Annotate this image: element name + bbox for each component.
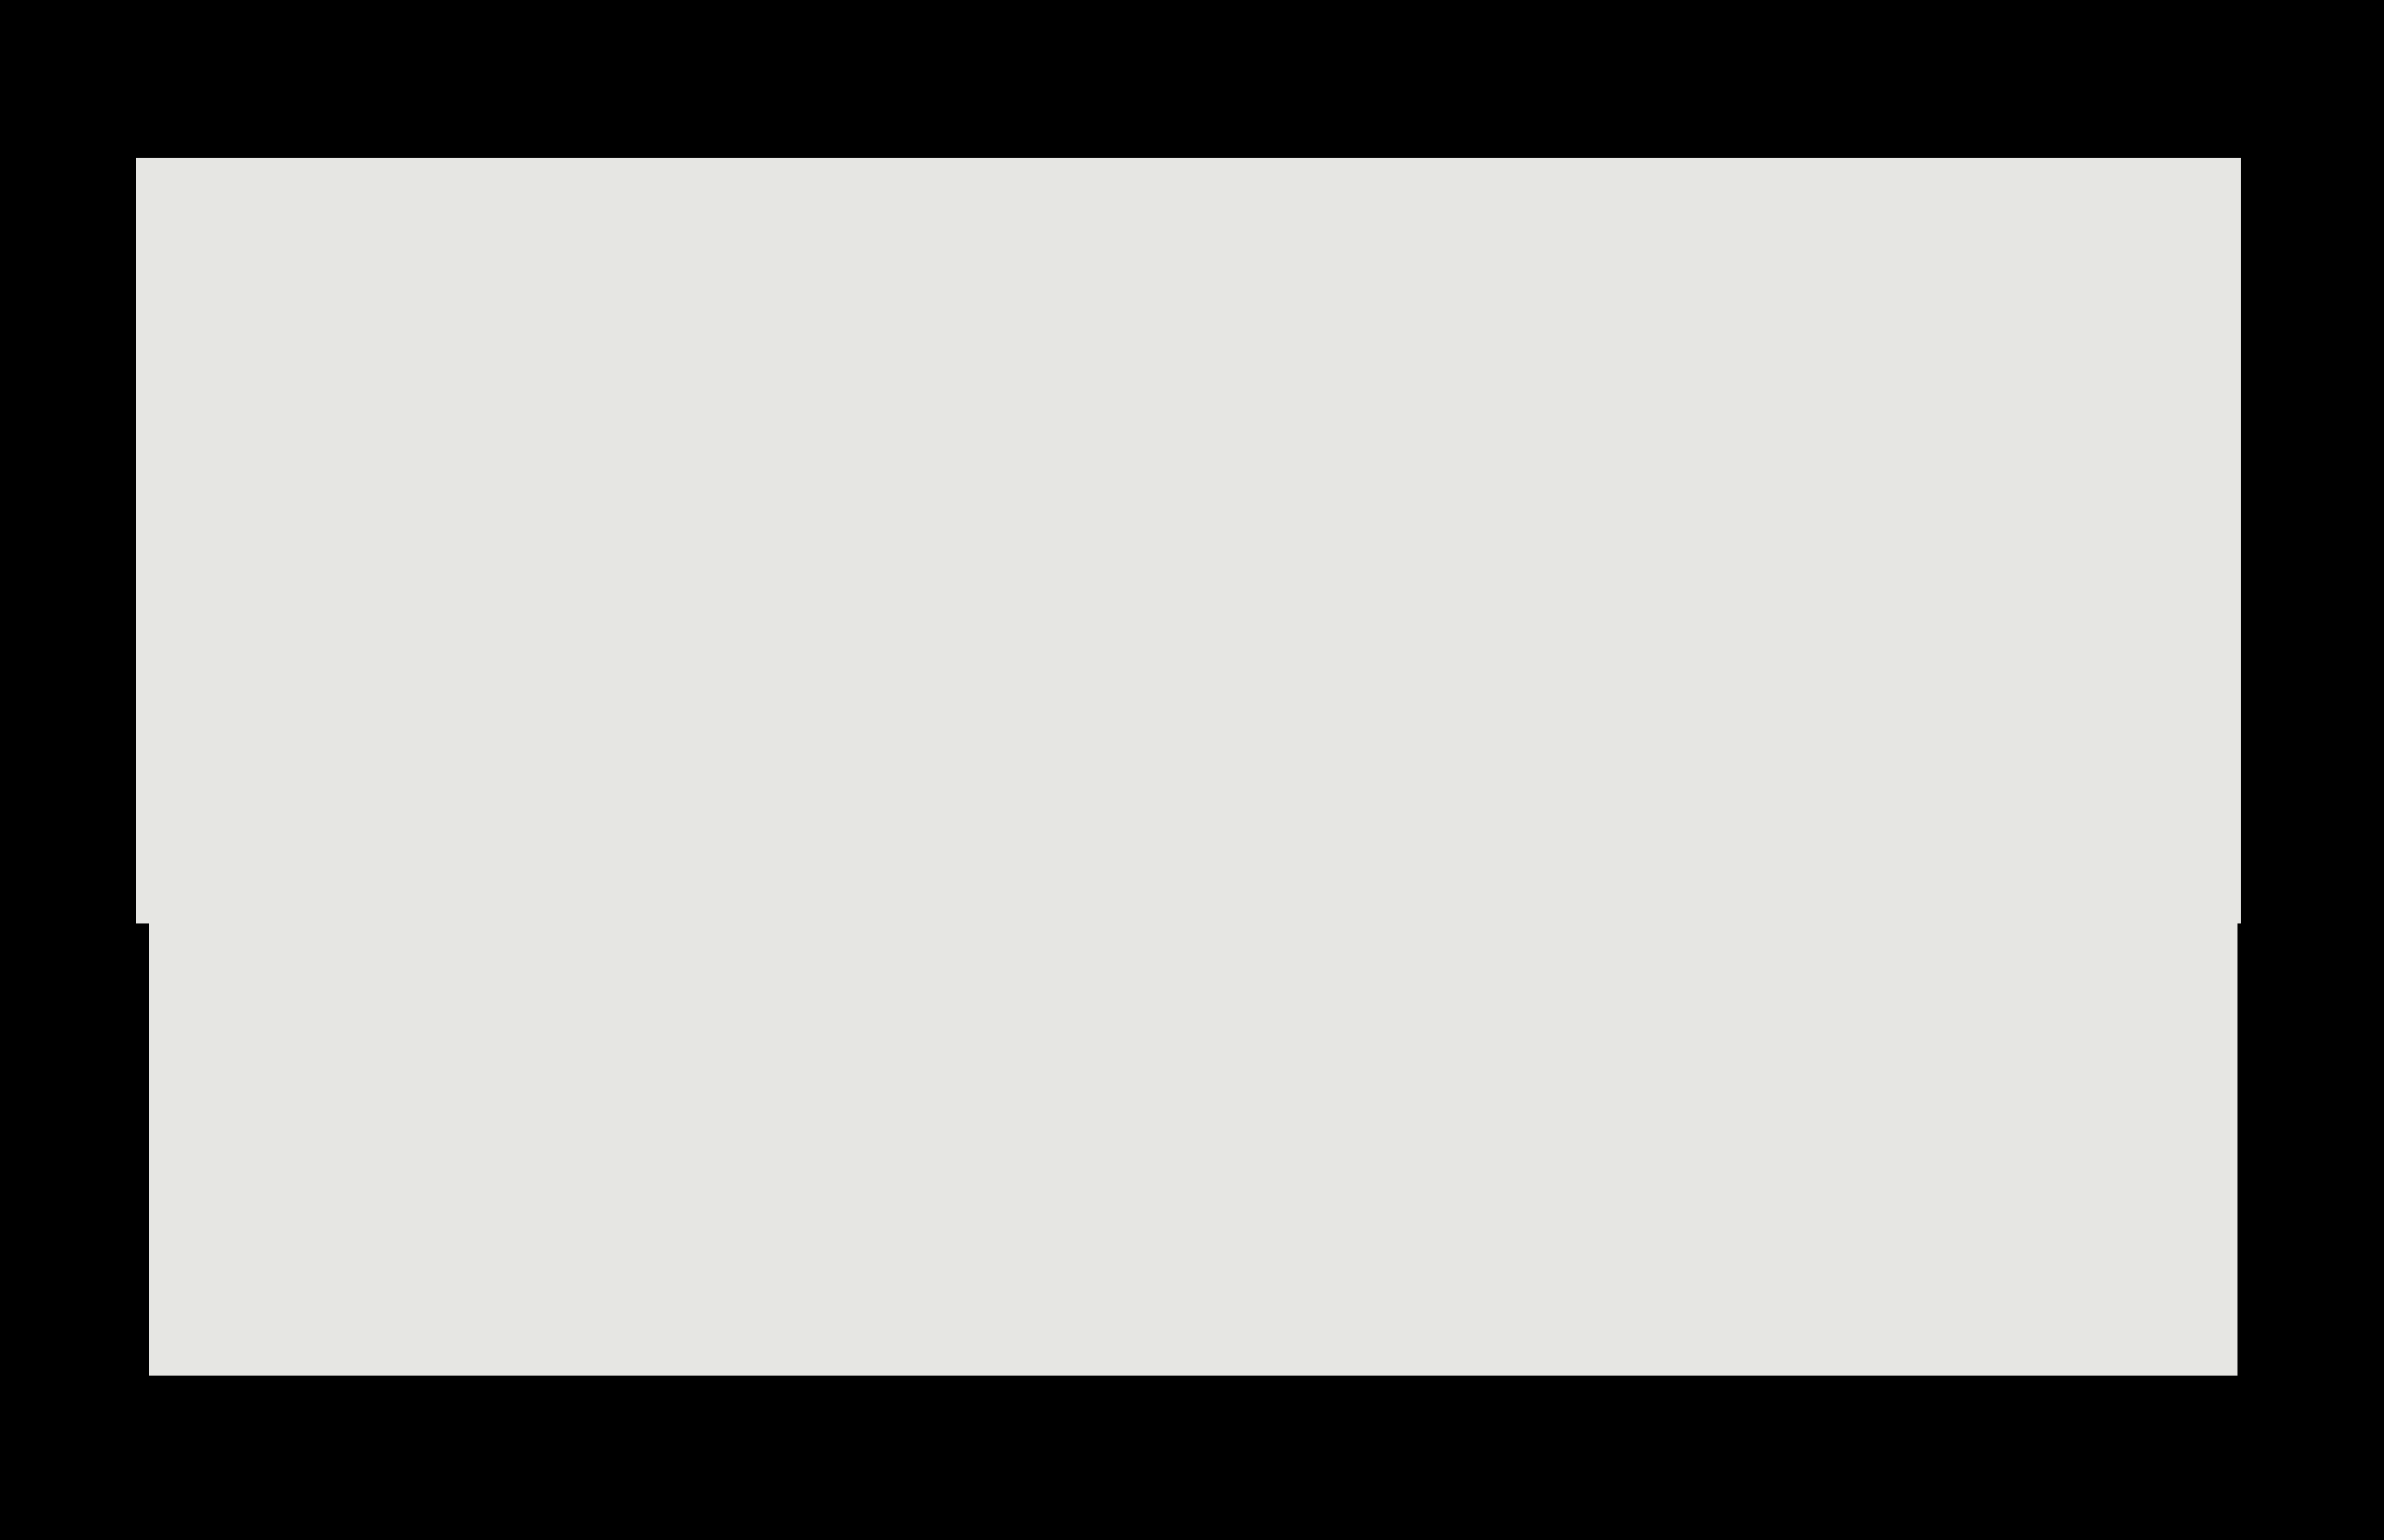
form-sheet-top xyxy=(136,158,2241,923)
form-sheet-bottom xyxy=(149,918,2237,1376)
